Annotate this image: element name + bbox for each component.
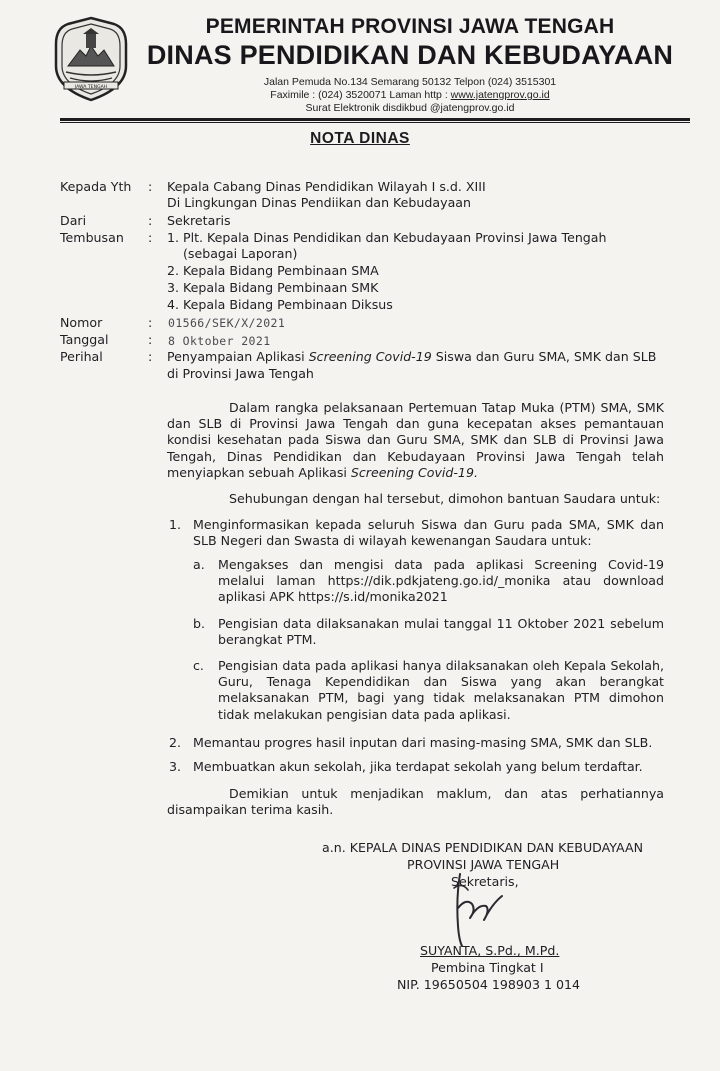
letterhead <box>135 14 685 115</box>
item-1-text: Menginformasikan kepada seluruh Siswa dan Guru pada SMA, SMK dan SLB Negeri dan Swasta di wilayah kewenangan Saudara untuk: <box>193 517 664 549</box>
tanggal-colon: : <box>148 332 153 347</box>
letterhead-email: Surat Elektronik disdikbud @jatengprov.go.id <box>305 102 515 114</box>
tanggal-value: 8 Oktober 2021 <box>168 334 271 348</box>
letterhead-divider-thick <box>60 118 690 121</box>
nomor-colon: : <box>148 315 153 330</box>
letterhead-website-link[interactable]: www.jatengprov.go.id <box>450 89 550 101</box>
perihal-colon: : <box>148 349 153 364</box>
sub-c-label: c. <box>193 658 204 673</box>
sub-c-text: Pengisian data pada aplikasi hanya dilaksanakan oleh Kepala Sekolah, Guru, Tenaga Kependidikan dan Siswa yang akan berangkat melaksanakan PTM, bagi yang tidak melaksanakan PTM dimohon tidak melakukan pengisian data pada aplikasi. <box>218 658 664 722</box>
paragraph-intro <box>167 400 664 481</box>
document-title: NOTA DINAS <box>310 130 410 147</box>
kepada-colon: : <box>148 179 153 194</box>
kepada-line-1: Kepala Cabang Dinas Pendidikan Wilayah I s.d. XIII <box>167 179 486 194</box>
paragraph-closing: Demikian untuk menjadikan maklum, dan atas perhatiannya disampaikan terima kasih. <box>167 786 664 818</box>
paragraph-request: Sehubungan dengan hal tersebut, dimohon bantuan Saudara untuk: <box>229 491 661 506</box>
sub-b-label: b. <box>193 616 205 631</box>
tembusan-item-4: 4. Kepala Bidang Pembinaan Diksus <box>167 297 393 312</box>
item-2-text: Memantau progres hasil inputan dari masing-masing SMA, SMK dan SLB. <box>193 735 653 750</box>
tembusan-label: Tembusan <box>60 230 124 245</box>
signature-line-2: PROVINSI JAWA TENGAH <box>407 857 560 872</box>
signatory-name: SUYANTA, S.Pd., M.Pd. <box>420 943 560 958</box>
signatory-nip: NIP. 19650504 198903 1 014 <box>397 977 581 992</box>
logo-ribbon-text: JAWA TENGAH <box>74 85 108 90</box>
tembusan-item-3: 3. Kepala Bidang Pembinaan SMK <box>167 280 379 295</box>
item-2-number: 2. <box>169 735 182 750</box>
item-3-text: Membuatkan akun sekolah, jika terdapat sekolah yang belum terdaftar. <box>193 759 643 774</box>
kepada-line-2: Di Lingkungan Dinas Pendiikan dan Kebudayaan <box>167 195 471 210</box>
tembusan-item-1: 1. Plt. Kepala Dinas Pendidikan dan Kebudayaan Provinsi Jawa Tengah <box>167 230 607 245</box>
kepada-label: Kepada Yth <box>60 179 132 194</box>
paragraph-intro-text: Dalam rangka pelaksanaan Pertemuan Tatap Muka (PTM) SMA, SMK dan SLB di Provinsi Jawa Tengah dan guna kecepatan akses pemantauan kondisi kesehatan pada Siswa dan Guru SMA, SMK dan SLB di Provinsi Jawa Tengah, Dinas Pendidikan dan Kebudayaan Provinsi Jawa Tengah telah menyiapkan sebuah Aplikasi <box>167 400 664 480</box>
tembusan-item-2: 2. Kepala Bidang Pembinaan SMA <box>167 263 379 278</box>
sub-a-label: a. <box>193 557 205 572</box>
signature-position: Sekretaris, <box>451 874 519 889</box>
letterhead-government-name: PEMERINTAH PROVINSI JAWA TENGAH <box>205 15 615 38</box>
paragraph-intro-italic: Screening Covid-19. <box>350 464 478 480</box>
letterhead-fax-line <box>135 89 685 102</box>
letterhead-address: Jalan Pemuda No.134 Semarang 50132 Telpon (024) 3515301 <box>263 76 557 88</box>
nomor-value: 01566/SEK/X/2021 <box>168 316 286 330</box>
perihal-text-b: Siswa dan Guru SMA, SMK dan SLB <box>431 349 657 364</box>
perihal-text-italic: Screening Covid-19 <box>308 349 432 364</box>
letterhead-fax: Faximile : (024) 3520071 Laman http : <box>270 89 451 101</box>
dari-label: Dari <box>60 213 87 228</box>
sub-b-text: Pengisian data dilaksanakan mulai tanggal 11 Oktober 2021 sebelum berangkat PTM. <box>218 616 664 648</box>
letterhead-divider-thin <box>60 122 690 123</box>
signatory-rank: Pembina Tingkat I <box>431 960 544 975</box>
tembusan-item-1-note: (sebagai Laporan) <box>183 246 298 261</box>
perihal-line-1 <box>167 349 656 365</box>
province-emblem-logo <box>52 16 130 102</box>
perihal-text-a: Penyampaian Aplikasi <box>167 349 309 364</box>
signature-line-1: a.n. KEPALA DINAS PENDIDIKAN DAN KEBUDAYAAN <box>322 840 643 855</box>
letterhead-office-name: DINAS PENDIDIKAN DAN KEBUDAYAAN <box>146 40 674 70</box>
dari-value: Sekretaris <box>167 213 231 228</box>
perihal-line-2: di Provinsi Jawa Tengah <box>167 366 314 381</box>
item-3-number: 3. <box>169 759 182 774</box>
tembusan-colon: : <box>148 230 153 245</box>
perihal-label: Perihal <box>60 349 103 364</box>
nomor-label: Nomor <box>60 315 103 330</box>
dari-colon: : <box>148 213 153 228</box>
sub-a-text: Mengakses dan mengisi data pada aplikasi Screening Covid-19 melalui laman https://dik.pdkjateng.go.id/_monika atau download aplikasi APK https://s.id/monika2021 <box>218 557 664 605</box>
item-1-number: 1. <box>169 517 182 532</box>
tanggal-label: Tanggal <box>60 332 109 347</box>
handwritten-signature <box>446 868 506 950</box>
